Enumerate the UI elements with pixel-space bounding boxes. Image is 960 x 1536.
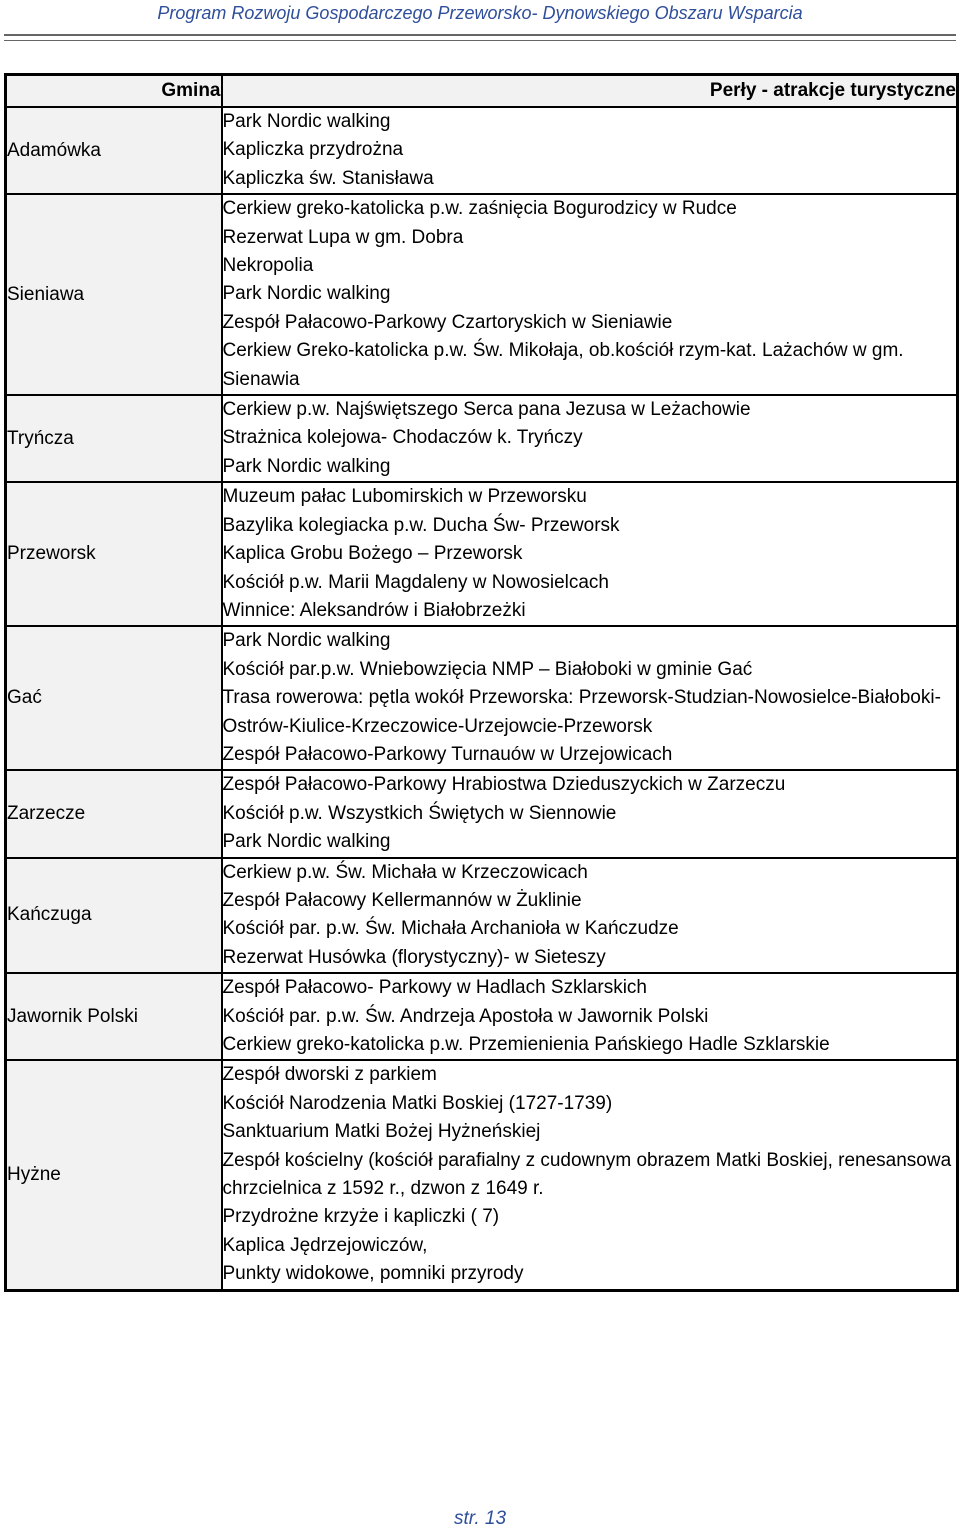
attraction-item: Przydrożne krzyże i kapliczki ( 7) — [222, 1206, 500, 1228]
page-footer — [0, 1508, 960, 1530]
attractions-cell — [222, 482, 958, 626]
gmina-cell: Hyżne — [6, 1060, 222, 1290]
attraction-item: Zespół Pałacowo-Parkowy Turnauów w Urzejowicach — [222, 743, 673, 765]
attraction-item: Zespół Pałacowo-Parkowy Czartoryskich w Sieniawie — [222, 311, 673, 333]
attractions-cell — [222, 194, 958, 395]
attractions-cell — [222, 626, 958, 770]
header-title: Program Rozwoju Gospodarczego Przeworsko- Dynowskiego Obszaru Wsparcia — [157, 3, 803, 23]
attraction-item: Bazylika kolegiacka p.w. Ducha Św- Przeworsk — [222, 514, 620, 536]
attraction-item: Kapliczka przydrożna — [222, 139, 404, 161]
header-rule-thick — [4, 34, 956, 36]
gmina-cell: Jawornik Polski — [6, 973, 222, 1060]
attraction-item: Park Nordic walking — [222, 455, 391, 477]
attraction-item: Cerkiew p.w. Św. Michała w Krzeczowicach — [222, 861, 588, 883]
attractions-cell — [222, 770, 958, 857]
attraction-item: Sanktuarium Matki Bożej Hyżneńskiej — [222, 1121, 541, 1143]
attraction-item: Zespół Pałacowy Kellermannów w Żuklinie — [222, 889, 582, 911]
attraction-item: Cerkiew greko-katolicka p.w. Przemienienia Pańskiego Hadle Szklarskie — [222, 1034, 830, 1055]
attraction-item: Kościół p.w. Wszystkich Świętych w Siennowie — [222, 802, 617, 824]
attractions-cell — [222, 858, 958, 974]
page-number: str. 13 — [453, 1508, 507, 1529]
column-header-gmina: Gmina — [6, 75, 222, 108]
table-row — [6, 1060, 958, 1290]
attraction-item: Kościół par.p.w. Wniebowzięcia NMP – Białoboki w gminie Gać — [222, 658, 753, 680]
gmina-cell: Zarzecze — [6, 770, 222, 857]
gmina-cell: Gać — [6, 626, 222, 770]
gmina-cell: Przeworsk — [6, 482, 222, 626]
attractions-table — [4, 73, 959, 1292]
attraction-item: Park Nordic walking — [222, 111, 391, 132]
attractions-cell — [222, 107, 958, 194]
attraction-item: Zespół Pałacowo- Parkowy w Hadlach Szklarskich — [222, 977, 647, 999]
table-row — [6, 482, 958, 626]
table-row — [6, 973, 958, 1060]
attraction-item: Nekropolia — [222, 255, 314, 277]
attraction-item: Muzeum pałac Lubomirskich w Przeworsku — [222, 486, 587, 508]
attraction-item: Cerkiew p.w. Najświętszego Serca pana Jezusa w Leżachowie — [222, 399, 751, 421]
attraction-item: Zespół kościelny (kościół parafialny z cudownym obrazem Matki Boskiej, renesansowa chrzcielnica z 1592 r., dzwon z 1649 r. — [222, 1149, 952, 1200]
attraction-item: Park Nordic walking — [222, 283, 391, 305]
attraction-item: Trasa rowerowa: pętla wokół Przeworska: Przeworsk-Studzian-Nowosielce-Białoboki-Ostrów-Kiulice-Krzeczowice-Urzejowcie-Przeworsk — [222, 687, 941, 737]
attraction-item: Park Nordic walking — [222, 630, 391, 652]
table-header-row — [6, 75, 958, 108]
table-row — [6, 626, 958, 770]
attraction-item: Rezerwat Lupa w gm. Dobra — [222, 226, 464, 248]
attraction-item: Zespół Pałacowo-Parkowy Hrabiostwa Dzieduszyckich w Zarzeczu — [222, 774, 786, 796]
table-row — [6, 395, 958, 482]
attraction-item: Cerkiew Greko-katolicka p.w. Św. Mikołaja, ob.kościół rzym-kat. Lażachów w gm. Sienawia — [222, 340, 904, 390]
attractions-cell — [222, 1060, 958, 1290]
attraction-item: Park Nordic walking — [222, 831, 391, 853]
header-rule-thin — [4, 40, 956, 41]
attraction-item: Kaplica Jędrzejowiczów, — [222, 1234, 428, 1256]
column-header-attractions: Perły - atrakcje turystyczne — [222, 75, 958, 108]
gmina-cell: Adamówka — [6, 107, 222, 194]
attraction-item: Punkty widokowe, pomniki przyrody — [222, 1263, 524, 1285]
attraction-item: Kościół p.w. Marii Magdaleny w Nowosielcach — [222, 571, 609, 593]
table-row — [6, 107, 958, 194]
page-header — [0, 0, 960, 29]
gmina-cell: Sieniawa — [6, 194, 222, 395]
gmina-cell: Kańczuga — [6, 858, 222, 974]
attraction-item: Kościół par. p.w. Św. Michała Archanioła w Kańczudze — [222, 918, 679, 940]
attraction-item: Kaplica Grobu Bożego – Przeworsk — [222, 543, 523, 565]
gmina-cell: Tryńcza — [6, 395, 222, 482]
attractions-cell — [222, 973, 958, 1060]
table-row — [6, 858, 958, 974]
attraction-item: Winnice: Aleksandrów i Białobrzeżki — [222, 599, 526, 621]
table-body — [6, 107, 958, 1290]
attraction-item: Kościół Narodzenia Matki Boskiej (1727-1739) — [222, 1092, 613, 1114]
attraction-item: Cerkiew greko-katolicka p.w. zaśnięcia Bogurodzicy w Rudce — [222, 198, 737, 220]
attractions-cell — [222, 395, 958, 482]
attraction-item: Zespół dworski z parkiem — [222, 1064, 437, 1086]
table-row — [6, 770, 958, 857]
attraction-item: Kościół par. p.w. Św. Andrzeja Apostoła w Jawornik Polski — [222, 1005, 709, 1027]
attraction-item: Kapliczka św. Stanisława — [222, 167, 434, 189]
attraction-item: Rezerwat Husówka (florystyczny)- w Sieteszy — [222, 946, 606, 968]
attraction-item: Strażnica kolejowa- Chodaczów k. Tryńczy — [222, 427, 583, 449]
table-row — [6, 194, 958, 395]
